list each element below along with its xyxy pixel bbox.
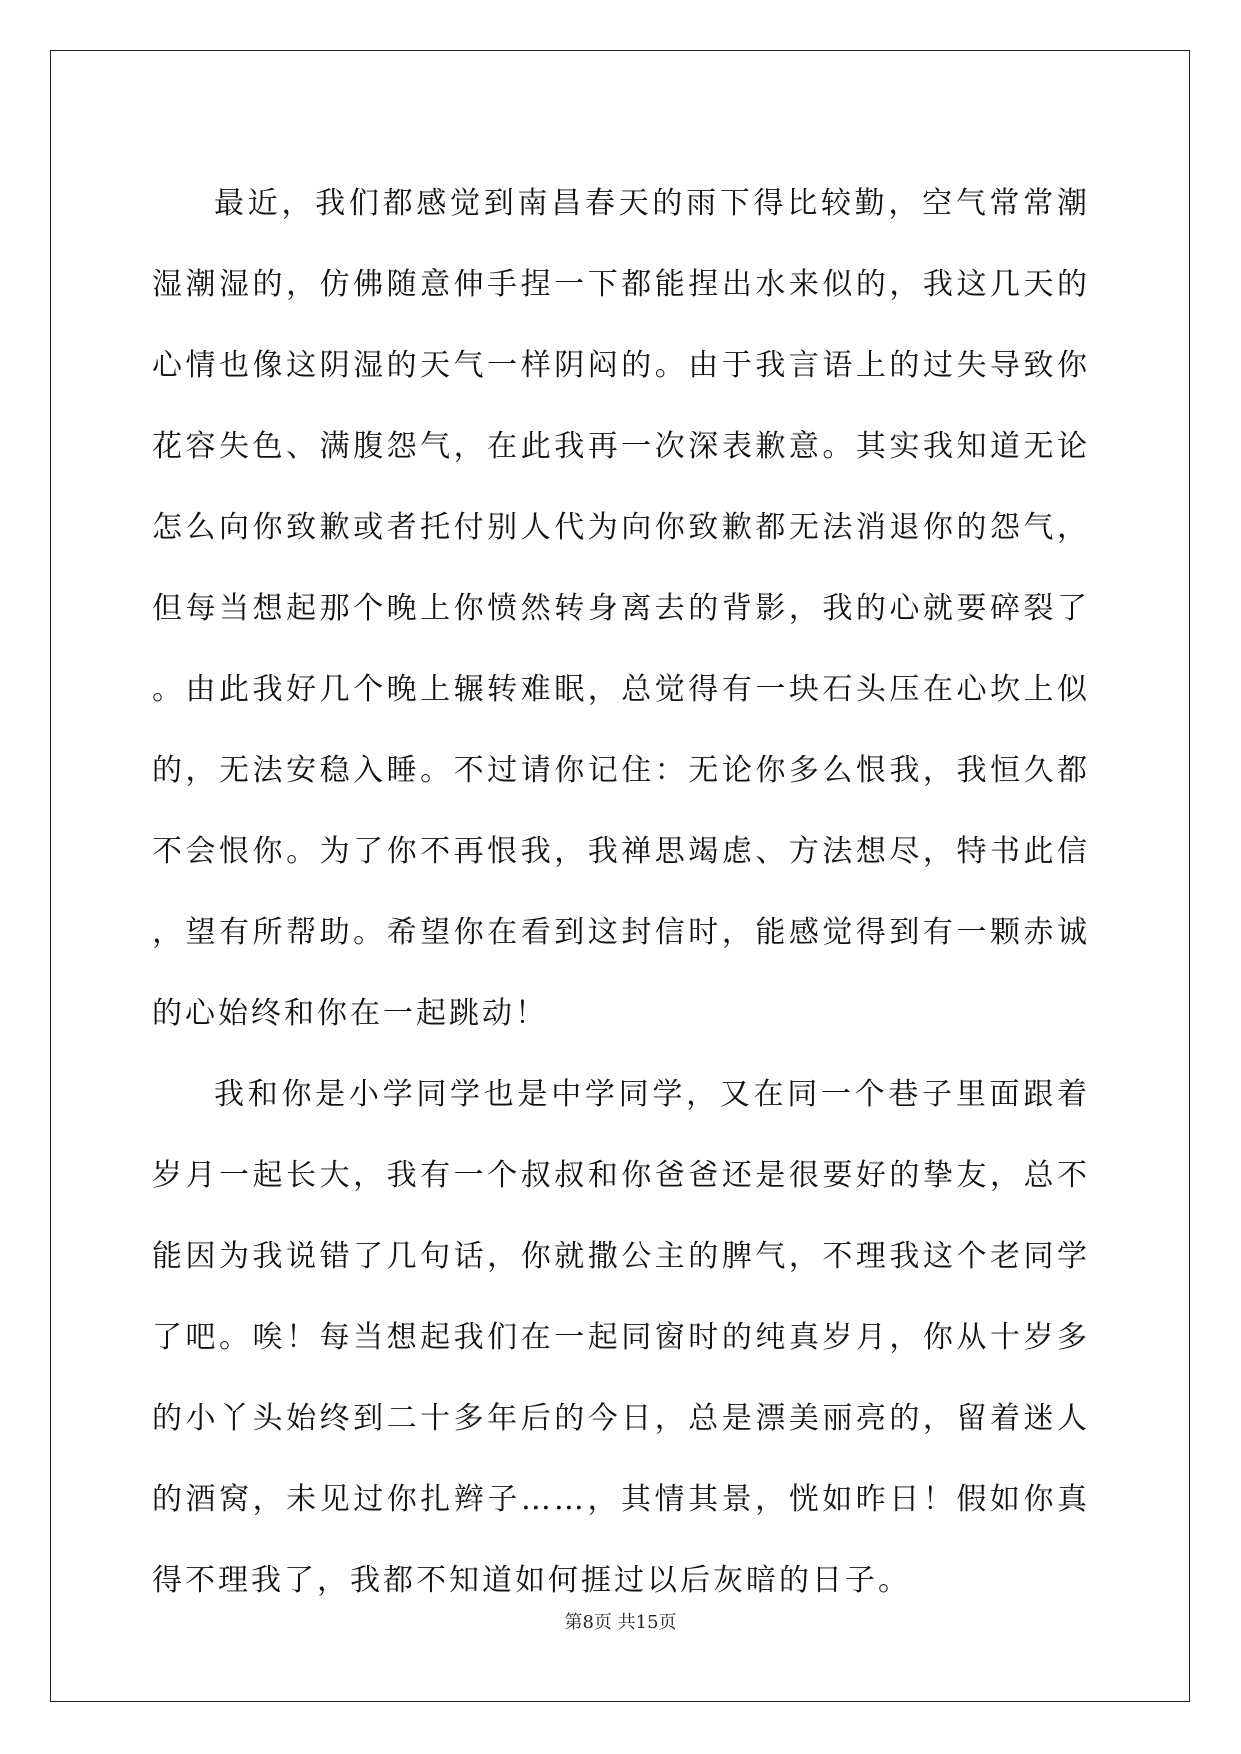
page-number-footer: 第8页 共15页: [564, 1612, 677, 1633]
document-body: [152, 163, 1090, 1621]
paragraph-2: 我和你是小学同学也是中学同学，又在同一个巷子里面跟着岁月一起长大，我有一个叔叔和你爸爸还是很要好的挚友，总不能因为我说错了几句话，你就撒公主的脾气，不理我这个老同学了吧。唉！每当想起我们在一起同窗时的纯真岁月，你从十岁多的小丫头始终到二十多年后的今日，总是漂美丽亮的，留着迷人的酒窝，未见过你扎辫子……，其情其景，恍如昨日！假如你真得不理我了，我都不知道如何捱过以后灰暗的日子。: [152, 1077, 1090, 1598]
paragraph-1: 最近，我们都感觉到南昌春天的雨下得比较勤，空气常常潮湿潮湿的，仿佛随意伸手捏一下都能捏出水来似的，我这几天的心情也像这阴湿的天气一样阴闷的。由于我言语上的过失导致你花容失色、满腹怨气，在此我再一次深表歉意。其实我知道无论怎么向你致歉或者托付别人代为向你致歉都无法消退你的怨气，但每当想起那个晚上你愤然转身离去的背影，我的心就要碎裂了。由此我好几个晚上辗转难眠，总觉得有一块石头压在心坎上似的，无法安稳入睡。不过请你记住：无论你多么恨我，我恒久都不会恨你。为了你不再恨我，我禅思竭虑、方法想尽，特书此信，望有所帮助。希望你在看到这封信时，能感觉得到有一颗赤诚的心始终和你在一起跳动！: [152, 186, 1090, 1031]
